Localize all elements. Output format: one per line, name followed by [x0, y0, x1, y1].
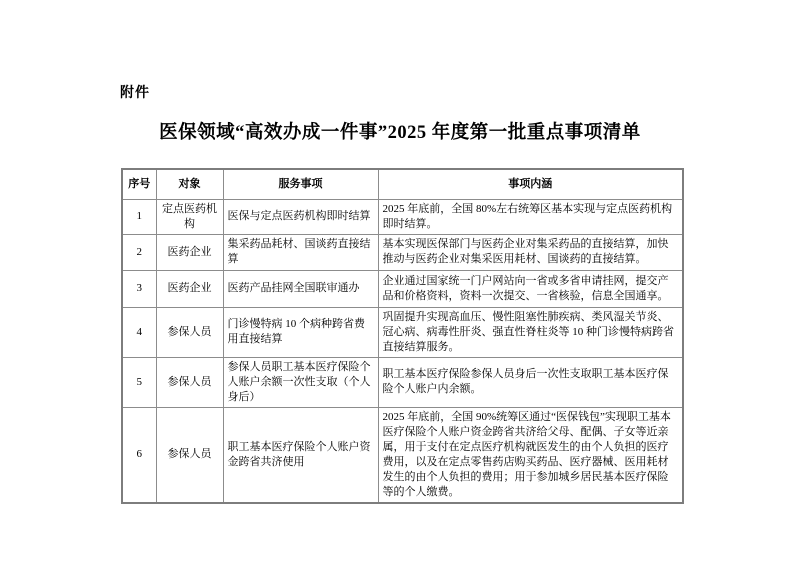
table-row [122, 270, 683, 307]
header-cell-no: 序号 [122, 169, 156, 199]
cell-target: 参保人员 [156, 357, 223, 407]
items-table [121, 168, 684, 504]
cell-target: 参保人员 [156, 407, 223, 503]
cell-item-content: 2025 年底前，全国 80%左右统筹区基本实现与定点医药机构即时结算。 [378, 199, 683, 234]
items-table-body [122, 199, 683, 503]
cell-target: 定点医药机构 [156, 199, 223, 234]
cell-item-content: 基本实现医保部门与医药企业对集采药品的直接结算，加快推动与医药企业对集采医用耗材、国谈药的直接结算。 [378, 234, 683, 270]
cell-target: 医药企业 [156, 234, 223, 270]
header-cell-service: 服务事项 [223, 169, 378, 199]
header-cell-content: 事项内涵 [378, 169, 683, 199]
attachment-label: 附件 [120, 84, 150, 100]
table-row [122, 199, 683, 234]
table-row [122, 234, 683, 270]
table-row [122, 307, 683, 357]
cell-item-content: 2025 年底前，全国 90%统筹区通过“医保钱包”实现职工基本医疗保险个人账户资金跨省共济给父母、配偶、子女等近亲属，用于支付在定点医疗机构就医发生的由个人负担的医疗费用，以及在定点零售药店购买药品、医疗器械、医用耗材发生的由个人负担的费用；用于参加城乡居民基本医疗保险等的个人缴费。 [378, 407, 683, 503]
items-table-header [122, 169, 683, 199]
cell-row-number: 3 [122, 270, 156, 307]
page-title: 医保领域“高效办成一件事”2025 年度第一批重点事项清单 [159, 123, 641, 143]
cell-service-item: 医保与定点医药机构即时结算 [223, 199, 378, 234]
cell-service-item: 集采药品耗材、国谈药直接结算 [223, 234, 378, 270]
header-cell-target: 对象 [156, 169, 223, 199]
cell-row-number: 1 [122, 199, 156, 234]
cell-service-item: 职工基本医疗保险个人账户资金跨省共济使用 [223, 407, 378, 503]
table-row [122, 357, 683, 407]
cell-item-content: 巩固提升实现高血压、慢性阻塞性肺疾病、类风湿关节炎、冠心病、病毒性肝炎、强直性脊柱炎等 10 种门诊慢特病跨省直接结算服务。 [378, 307, 683, 357]
cell-item-content: 职工基本医疗保险参保人员身后一次性支取职工基本医疗保险个人账户内余额。 [378, 357, 683, 407]
cell-service-item: 医药产品挂网全国联审通办 [223, 270, 378, 307]
header-row [122, 169, 683, 199]
cell-row-number: 6 [122, 407, 156, 503]
items-table-container [121, 168, 682, 504]
cell-row-number: 2 [122, 234, 156, 270]
cell-item-content: 企业通过国家统一门户网站向一省或多省申请挂网，提交产品和价格资料，资料一次提交、一省核验，信息全国通享。 [378, 270, 683, 307]
table-row [122, 407, 683, 503]
cell-target: 医药企业 [156, 270, 223, 307]
cell-target: 参保人员 [156, 307, 223, 357]
cell-service-item: 参保人员职工基本医疗保险个人账户余额一次性支取（个人身后） [223, 357, 378, 407]
cell-row-number: 4 [122, 307, 156, 357]
cell-row-number: 5 [122, 357, 156, 407]
cell-service-item: 门诊慢特病 10 个病种跨省费用直接结算 [223, 307, 378, 357]
